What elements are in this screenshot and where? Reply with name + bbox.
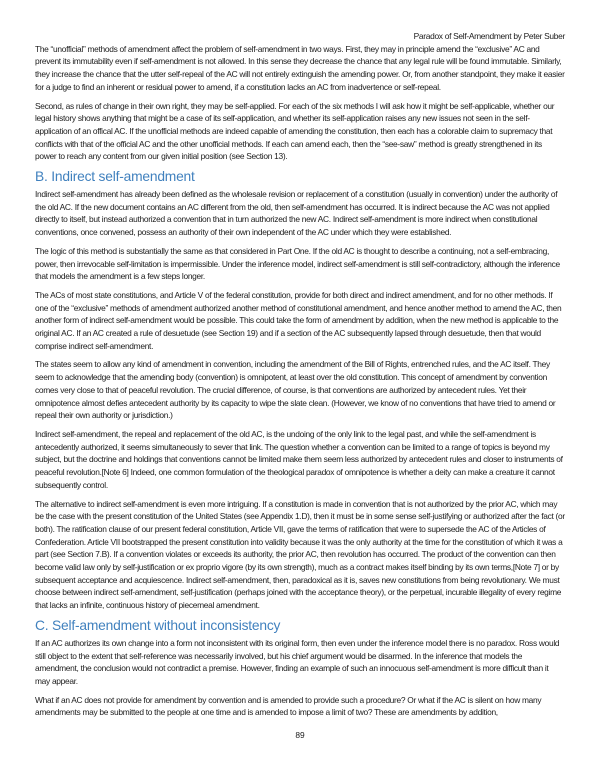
paragraph-ac-authorizes-change: If an AC authorizes its own change into a form not inconsistent with its original form, then even under the inference model there is no paradox. Ross would still object to the extent that self-reference was necessarily involved, but his chief argument would be disarmed. In the inference that models the amendment, the conclusion would not contradict a premise. However, finding an example of such an innocuous self-amendment is more difficult than it may appear.	[35, 637, 560, 686]
paragraph-logic-of-method: The logic of this method is substantially the same as that considered in Part One. If the old AC is thought to describe a continuing, not a self-embracing, power, then irrevocable self-limitation is impermissible. Under the inference model, indirect self-amendment is still self-contradictory, although the inference that models the amendment is a few steps longer.	[35, 245, 560, 282]
paragraph-acs-state-constitutions: The ACs of most state constitutions, and Article V of the federal constitution, provide for both direct and indirect amendment, and for no other methods. If one of the “exclusive” methods of amendment authorized another method of constitutional amendment, and hence another method to amend the AC, then another form of indirect self-amendment would be possible. This could take the form of amendment by addition, when the new method is applicable to the original AC. If an AC created a rule of desuetude (see Section 19) and if a section of the AC subsequently lapsed through desuetude, then that would comprise indirect self-amendment.	[35, 289, 562, 351]
paragraph-indirect-defined: Indirect self-amendment has already been defined as the wholesale revision or replacement of a constitution (usually in convention) under the authority of the old AC. If the new document contains an AC different from the old, then self-amendment has occurred. It is indirect because the AC was not applied directly to itself, but instead authorized a convention that in turn authorized the new AC. Indirect self-amendment is more indirect when constitutional conventions, once convened, possess an authority of their own independent of the AC under which they were established.	[35, 189, 558, 238]
page-header-title: Paradox of Self-Amendment by Peter Suber	[413, 31, 565, 41]
section-heading-b-indirect-self-amendment: B. Indirect self-amendment	[35, 169, 195, 185]
paragraph-what-if-ac: What if an AC does not provide for amendment by convention and is amended to provide such a procedure? Or what if the AC is silent on how many amendments may be submitted to the people at one time and is amended to impose a limit of two? These are amendments by addition,	[35, 694, 542, 718]
paragraph-second-rules-of-change: Second, as rules of change in their own right, they may be self-applied. For each of the six methods I will ask how it might be self-applicable, whether our legal history shows anything that might be a case of its self-application, and whether its self-application raises any new issues not seen in the self-application of an offical AC. If the unofficial methods are indeed capable of amending the constitution, then each has a colorable claim to supremacy that conflicts with that of the official AC and the other unofficial methods. If each can amend each, then the “see-saw” method is greatly strengthened in its power to reach any content from our given initial position (see Section 13).	[35, 100, 555, 162]
page-number: 89	[295, 730, 305, 740]
paragraph-unofficial-methods: The “unofficial” methods of amendment affect the problem of self-amendment in two ways. First, they may in principle amend the “exclusive” AC and prevent its immutability even if self-amendment is not allowed. In this sense they decrease the chance that any legal rule will be found immutable. Similarly, they increase the chance that the utter self-repeal of the AC will not entirely extinguish the amending power. Or, from another standpoint, they make it easier for a judge to find an inherent or residual power to amend, if a constitution lacks an AC from inadvertence or self-repeal.	[35, 43, 565, 92]
paragraph-alternative-intriguing: The alternative to indirect self-amendment is even more intriguing. If a constitution is made in convention that is not authorized by the prior AC, which may be the case with the present constitution of the United States (see Appendix 1.D), then it must be in some sense self-justifying or authorized after the fact (or both). The ratification clause of our present federal constitution, Article VII, gave the terms of ratification that were to supersede the AC of the Articles of Confederation. Article VII bootstrapped the present constitution into validity because it was the only authority at the time for the constitution of which it was a part (see Section 7.B). If a convention violates or exceeds its authority, the prior AC, then revolution has occurred. The product of the convention can then become valid law only by self-justification or ex proprio vigore (by its own strength), much as a contract makes itself binding by its own terms,[Note 7] or by subsequent acceptance and acquiescence. Indirect self-amendment, then, paradoxical as it is, saves new constitutions from being revolutionary. We must choose between indirect self-amendment, self-justification (perhaps joined with the acceptance theory), or the perpetual, incurable illegality of every regime that lacks an infinite, continuous history of piecemeal amendment.	[35, 498, 565, 611]
paragraph-repeal-replacement-old-ac: Indirect self-amendment, the repeal and replacement of the old AC, is the undoing of the only link to the legal past, and while the self-amendment is antecedently authorized, it seems simultaneously to sever that link. The question whether a convention can be limited to a range of topics is beyond my subject, but the doctrine and holdings that conventions cannot be limited make them seem less authorized by antecedent rules and closer to instruments of peaceful revolution.[Note 6] Indeed, one common formulation of the theological paradox of omnipotence is whether a deity can make a creature it cannot subsequently control.	[35, 428, 563, 490]
paragraph-states-convention-amendment: The states seem to allow any kind of amendment in convention, including the amendment of the Bill of Rights, entrenched rules, and the AC itself. They seem to acknowledge that the amending body (convention) is omnipotent, at least over the old constitution. This concept of amendment by convention comes very close to that of peaceful revolution. The crucial difference, of course, is that conventions are authorized by antecedent rules. Yet their omnipotence almost defies antecedent authority by its capacity to wipe the slate clean. (However, we know of no conventions that have tried to amend or repeal their own authority or jurisdiction.)	[35, 359, 556, 421]
section-heading-c-self-amendment-without-inconsistency: C. Self-amendment without inconsistency	[35, 617, 281, 633]
